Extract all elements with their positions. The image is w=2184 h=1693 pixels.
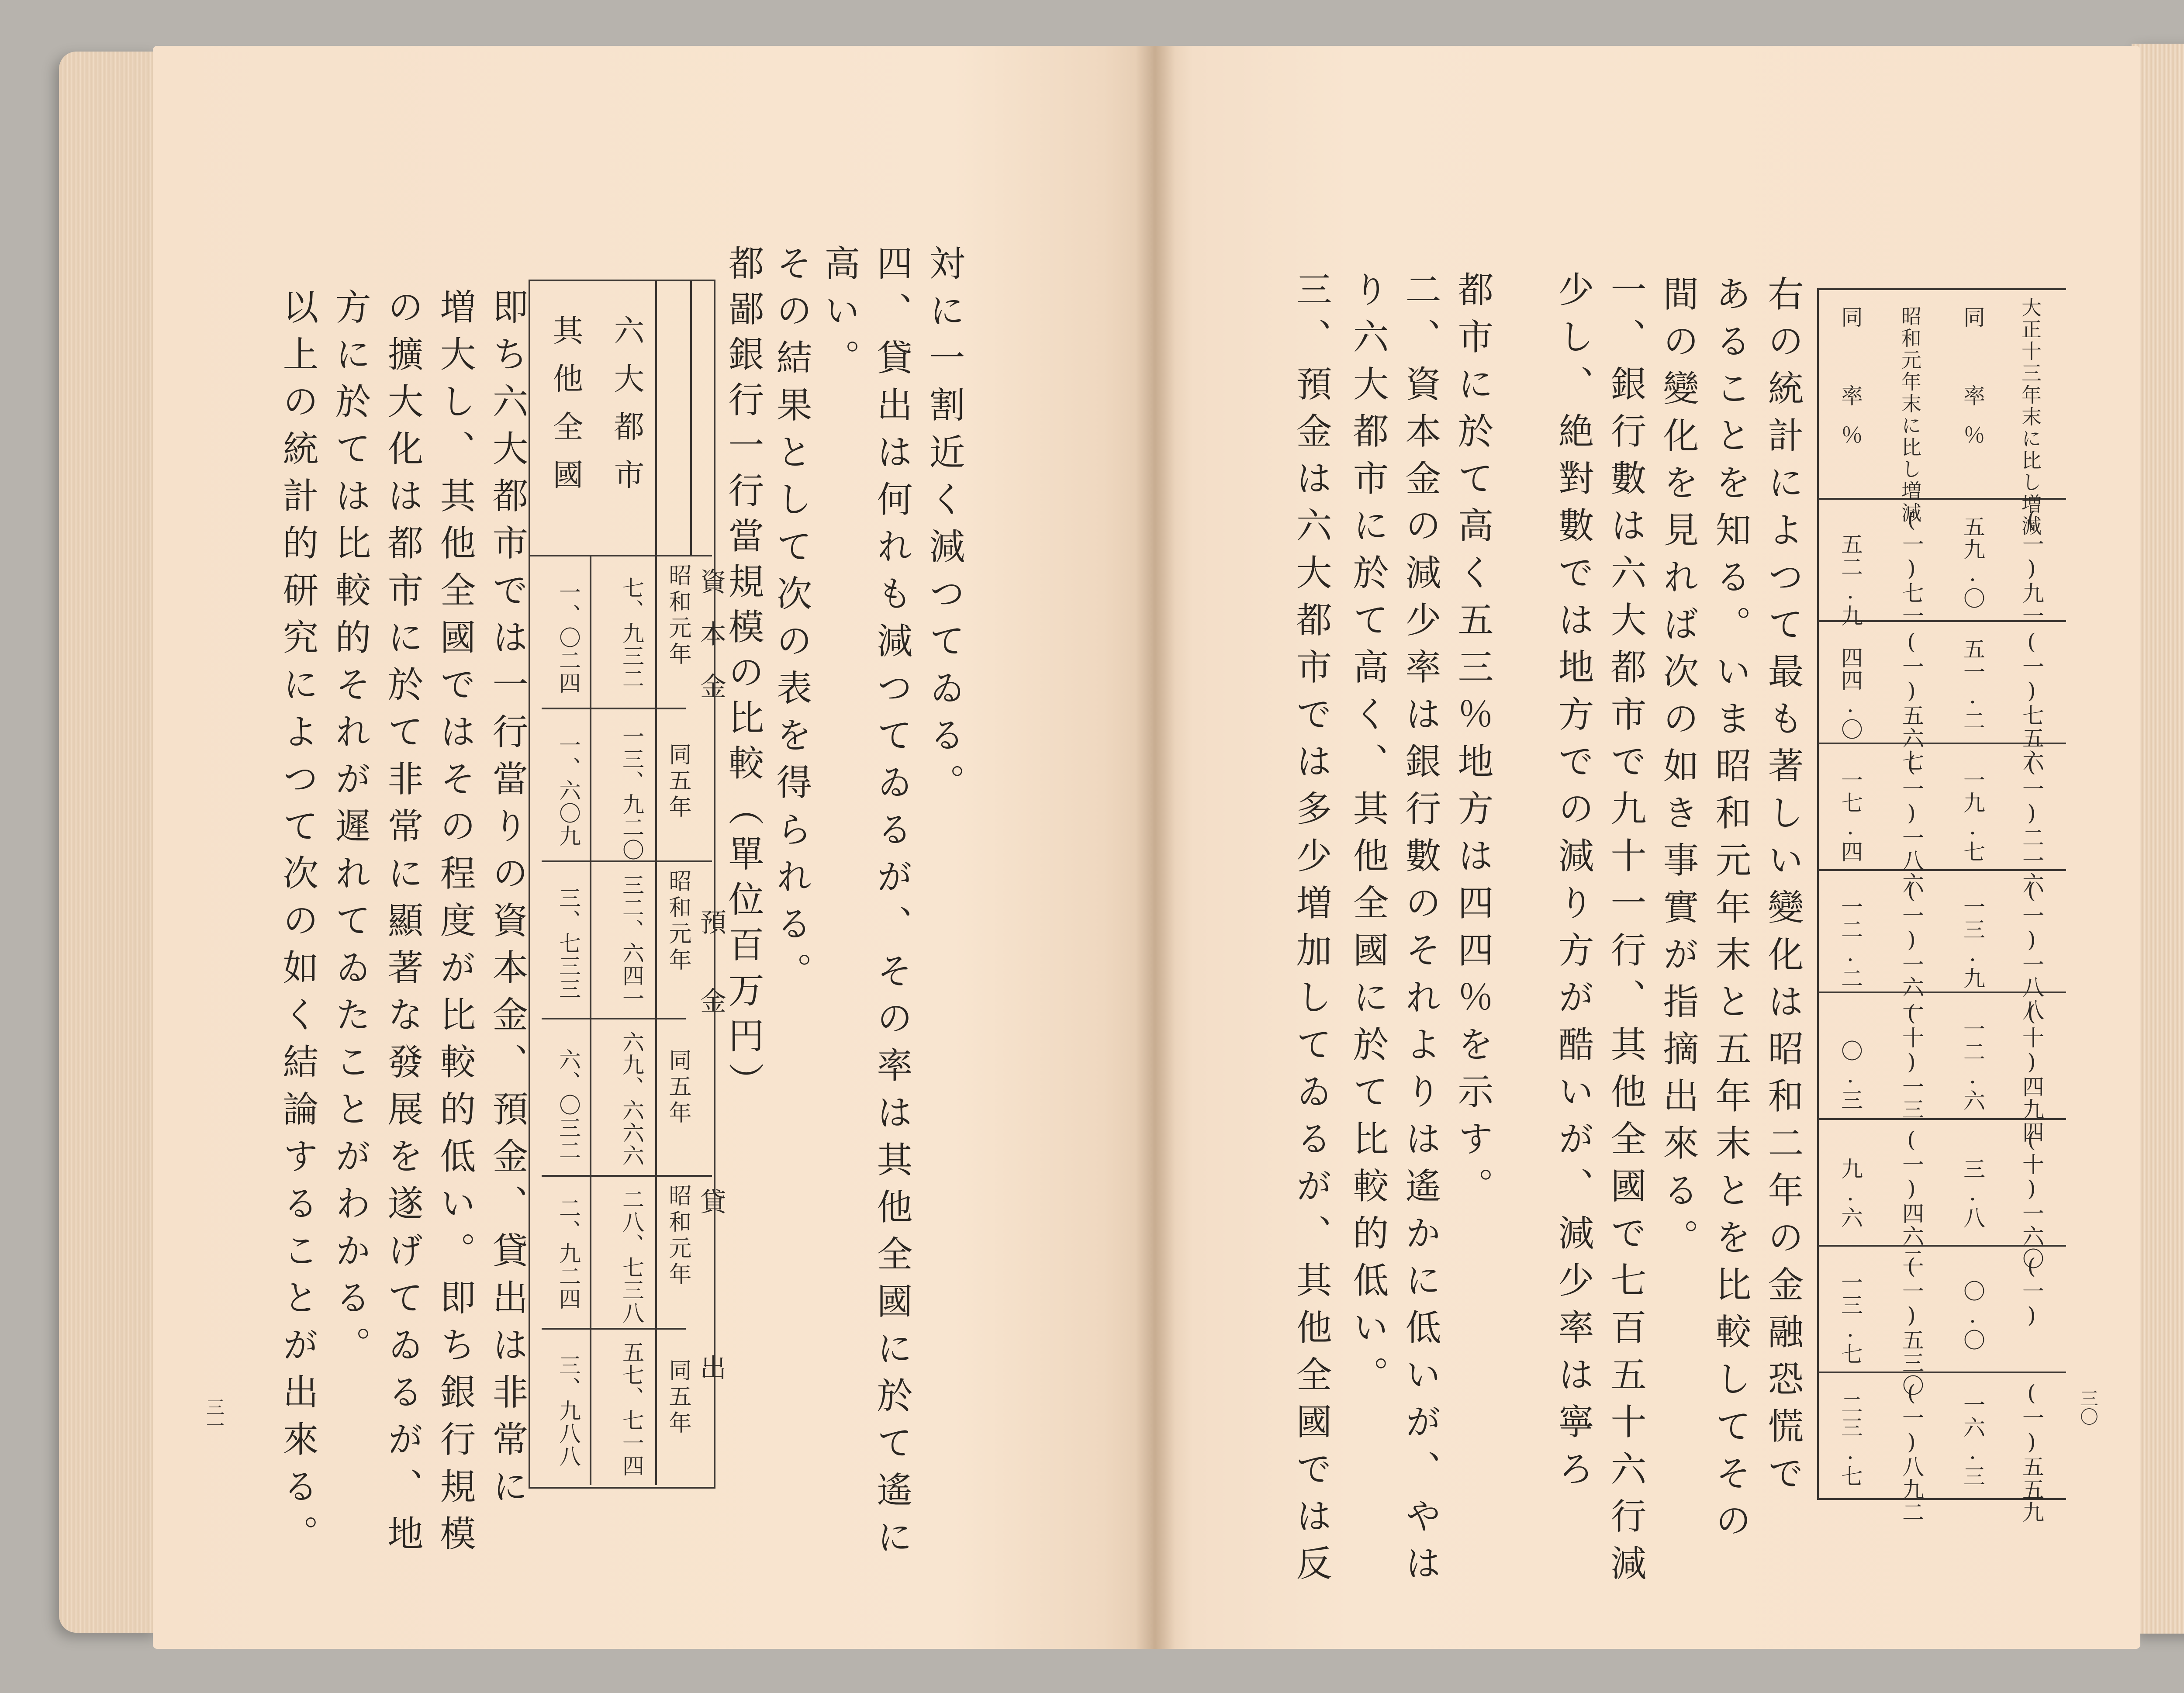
right-cell-6-4: 九.六 bbox=[1838, 1157, 1863, 1229]
right-cell-5-3: (十)一三 bbox=[1899, 1000, 1924, 1121]
left-table-sub-2: 同五年 bbox=[665, 743, 691, 821]
right-cell-7-1: (一) bbox=[2019, 1254, 2044, 1329]
right-cell-2-4: 四四.〇 bbox=[1838, 646, 1863, 741]
left-table-other-6: 三、九八八 bbox=[556, 1354, 581, 1468]
right-cell-6-3: (一)四六二 bbox=[1899, 1127, 1924, 1270]
left-table-sub-1: 昭和元年 bbox=[665, 563, 691, 668]
right-cell-4-2: 一三.九 bbox=[1960, 895, 1985, 990]
left-table-hline-6 bbox=[542, 1328, 686, 1330]
left-table-hline-4 bbox=[542, 1018, 686, 1019]
right-line-1: 右の統計によつて最も著しい變化は昭和二年の金融恐慌で bbox=[1762, 275, 1804, 1502]
left-table-other-4: 六、〇三二 bbox=[556, 1048, 581, 1162]
right-line-6: 都市に於て高く五三％地方は四四％を示す。 bbox=[1452, 271, 1493, 1214]
right-cell-1-3: (一)七一 bbox=[1899, 507, 1924, 627]
right-table-rule-7 bbox=[1817, 1372, 2066, 1373]
left-table-group-1: 資本金 bbox=[696, 568, 726, 725]
right-cell-1-4: 五二.九 bbox=[1838, 533, 1863, 627]
right-line-2: あることを知る。いま昭和元年末と五年末とを比較してその bbox=[1710, 275, 1751, 1549]
left-table-other-5: 二、九二四 bbox=[556, 1197, 581, 1310]
left-line-6: 即ち六大都市では一行當りの資本金、預金、貸出は非常に bbox=[487, 288, 528, 1515]
left-line-8: の擴大化は都市に於て非常に顯著な發展を遂げてゐるが、地 bbox=[382, 288, 423, 1562]
left-table-vline-1 bbox=[655, 280, 657, 1485]
left-line-5: 都鄙銀行一行當規模の比較（單位百万円） bbox=[722, 245, 764, 1108]
right-cell-5-1: (十)四九四 bbox=[2019, 1000, 2044, 1144]
left-table-six-4: 六九、六六六 bbox=[619, 1031, 644, 1167]
right-page-number: 三〇 bbox=[2077, 1389, 2099, 1426]
right-cell-1-1: (一)九一 bbox=[2019, 507, 2044, 627]
right-cell-7-4: 一三.七 bbox=[1838, 1271, 1863, 1365]
right-cell-3-1: (一)二一六 bbox=[2019, 751, 2044, 895]
right-cell-7-3: (一)五三〇 bbox=[1899, 1254, 1924, 1397]
left-line-2: 四、貸出は何れも減つてゐるが、その率は其他全國に於て遙に bbox=[871, 245, 912, 1565]
right-table-header-3: 昭和元年末に比し増減 bbox=[1898, 306, 1922, 524]
left-table-six-5: 二八、七三八 bbox=[619, 1188, 644, 1324]
left-line-3: 高い。 bbox=[819, 245, 860, 386]
right-cell-8-2: 一六.三 bbox=[1960, 1393, 1985, 1488]
left-table-sub-3: 昭和元年 bbox=[665, 869, 691, 974]
right-cell-8-3: (一)八九二 bbox=[1899, 1380, 1924, 1524]
left-table-row-label-1: 六大都市 bbox=[609, 314, 645, 507]
right-cell-3-3: (一)一八六 bbox=[1899, 751, 1924, 895]
left-table-six-2: 一三、九二〇 bbox=[619, 725, 644, 861]
right-table-header-4: 同 率％ bbox=[1838, 306, 1863, 463]
left-table-vline-3 bbox=[690, 280, 692, 555]
right-line-5: 少し、絶對數では地方での減り方が酷いが、減少率は寧ろ bbox=[1552, 271, 1594, 1497]
right-line-8: り六大都市に於て高く、其他全國に於て比較的低い。 bbox=[1347, 271, 1389, 1403]
right-cell-2-3: (一)五六七 bbox=[1899, 629, 1924, 772]
right-line-9: 三、預金は六大都市では多少増加してゐるが、其他全國では反 bbox=[1290, 271, 1332, 1592]
right-cell-8-4: 二三.七 bbox=[1838, 1393, 1863, 1488]
right-cell-5-2: 一二.六 bbox=[1960, 1018, 1985, 1112]
right-cell-3-2: 一九.七 bbox=[1960, 769, 1985, 863]
left-table-hline-1 bbox=[529, 555, 712, 556]
right-cell-5-4: 〇.三 bbox=[1838, 1040, 1863, 1111]
right-cell-6-1: (十)一六〇 bbox=[2019, 1127, 2044, 1270]
right-cell-6-2: 三.八 bbox=[1960, 1157, 1985, 1229]
left-line-9: 方に於ては比較的それが遲れてゐたことがわかる。 bbox=[329, 288, 371, 1373]
left-page-number: 三一 bbox=[204, 1398, 225, 1434]
right-cell-4-3: (一)一六一 bbox=[1899, 878, 1924, 1021]
left-table-sub-4: 同五年 bbox=[665, 1048, 691, 1127]
left-table-other-1: 一、〇二四 bbox=[556, 581, 581, 694]
left-table-sub-6: 同五年 bbox=[665, 1358, 691, 1437]
right-cell-3-4: 一七.四 bbox=[1838, 769, 1863, 863]
book-page-edges-left bbox=[59, 52, 159, 1633]
book-gutter bbox=[1136, 46, 1175, 1649]
left-table-hline-5 bbox=[542, 1175, 712, 1177]
left-line-1: 対に一割近く減つてゐる。 bbox=[923, 245, 965, 811]
left-table-six-1: 七、九三二 bbox=[619, 577, 644, 690]
left-table-row-label-2: 其他全國 bbox=[548, 314, 584, 507]
right-table-header-1: 大正十三年末に比し増減 bbox=[2018, 297, 2042, 537]
left-table-other-3: 三、七三三 bbox=[556, 887, 581, 1000]
left-table-hline-2 bbox=[542, 708, 686, 709]
right-cell-8-1: (一)五五九 bbox=[2019, 1380, 2044, 1524]
left-table-other-2: 一、六〇九 bbox=[556, 734, 581, 847]
right-cell-7-2: 〇.〇 bbox=[1960, 1280, 1985, 1351]
right-table-left-rule bbox=[1817, 288, 1819, 1498]
left-table-six-6: 五七、七一四 bbox=[619, 1341, 644, 1477]
right-cell-2-1: (一)七五六 bbox=[2019, 629, 2044, 772]
left-table-group-3: 貸出 bbox=[696, 1188, 726, 1520]
right-cell-1-2: 五九.〇 bbox=[1960, 515, 1985, 610]
left-table-six-3: 三二、六四一 bbox=[619, 874, 644, 1010]
left-line-10: 以上の統計的研究によつて次の如く結論することが出來る。 bbox=[277, 288, 318, 1562]
right-line-7: 二、資本金の減少率は銀行數のそれよりは遙かに低いが、やは bbox=[1400, 271, 1441, 1592]
left-line-4: その結果として次の表を得られる。 bbox=[771, 245, 812, 999]
left-line-7: 増大し、其他全國ではその程度が比較的低い。即ち銀行規模 bbox=[434, 288, 476, 1562]
right-cell-4-4: 一二.二 bbox=[1838, 895, 1863, 990]
right-cell-2-2: 五一.二 bbox=[1960, 638, 1985, 732]
right-table-header-2: 同 率％ bbox=[1960, 306, 1985, 463]
right-line-4: 一、銀行數は六大都市で九十一行、其他全國で七百五十六行減 bbox=[1605, 271, 1646, 1592]
left-table-sub-5: 昭和元年 bbox=[665, 1184, 691, 1289]
right-line-3: 間の變化を見れば次の如き事實が指摘出來る。 bbox=[1657, 275, 1699, 1266]
right-cell-4-1: (一)一八八 bbox=[2019, 878, 2044, 1021]
left-table-group-2: 預金 bbox=[696, 909, 726, 1066]
left-table-vline-2 bbox=[590, 555, 591, 1485]
right-table-top-rule bbox=[1817, 288, 2066, 290]
